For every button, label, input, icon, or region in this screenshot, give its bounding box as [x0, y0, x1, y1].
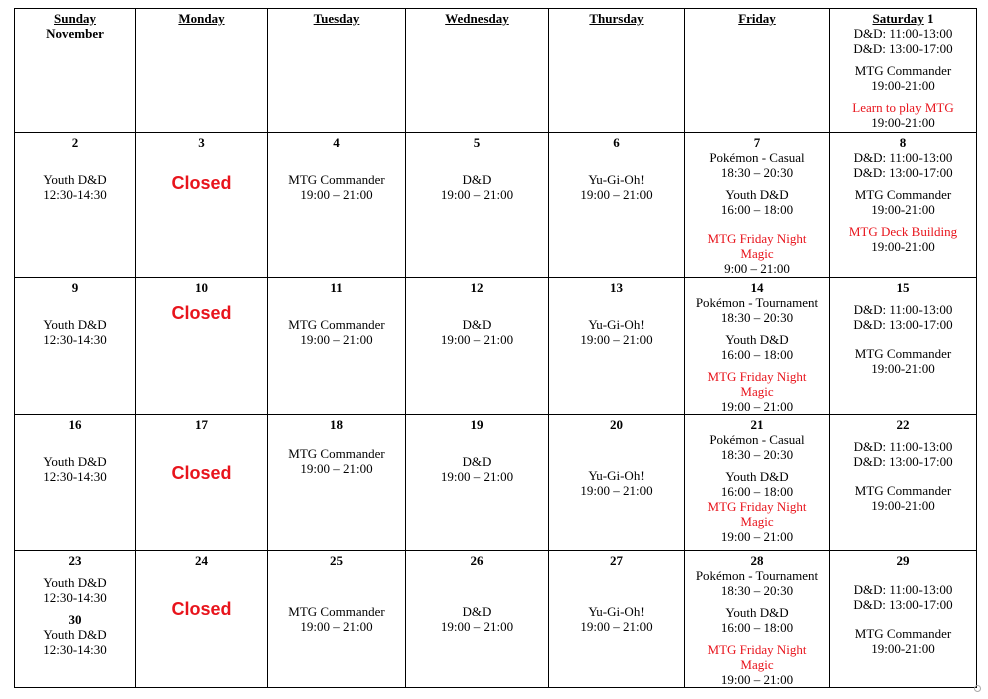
event-mtg-commander: MTG Commander [854, 483, 952, 498]
event-time: 19:00 – 21:00 [300, 187, 373, 202]
calendar-cell [406, 415, 549, 551]
event-pokemon-casual: Pokémon - Casual [709, 432, 805, 447]
cell-tuesday-header [268, 9, 406, 133]
event-mtg-commander: MTG Commander [854, 63, 952, 78]
event-time: 19:00 – 21:00 [720, 529, 794, 544]
calendar-cell [549, 415, 685, 551]
event-dnd: D&D [462, 454, 492, 469]
event-mtg-commander: MTG Commander [854, 346, 952, 361]
event-mtg-commander: MTG Commander [288, 317, 385, 332]
event-time: 18:30 – 20:30 [720, 165, 794, 180]
calendar-table [14, 8, 977, 688]
event-mtg-commander: MTG Commander [288, 172, 385, 187]
event-dnd: D&D [462, 604, 492, 619]
event-mtg-commander: MTG Commander [854, 187, 952, 202]
event-time: 19:00-21:00 [871, 115, 935, 130]
event-friday-night-magic: MTG Friday Night [707, 642, 807, 657]
calendar-cell [136, 133, 268, 278]
calendar-cell [136, 415, 268, 551]
event-youth-dnd: Youth D&D [43, 172, 107, 187]
event-yugioh: Yu-Gi-Oh! [588, 317, 645, 332]
day-number: 22 [896, 417, 910, 432]
calendar-cell [685, 415, 830, 551]
calendar-cell [268, 278, 406, 415]
calendar-cell [15, 278, 136, 415]
event-friday-night-magic: MTG Friday Night [707, 499, 807, 514]
event-time: 19:00-21:00 [871, 361, 935, 376]
event-pokemon-tournament: Pokémon - Tournament [695, 295, 819, 310]
day-header-monday: Monday [178, 11, 225, 26]
day-number: 20 [610, 417, 623, 432]
event-time: 12:30-14:30 [43, 469, 107, 484]
event-friday-night-magic: Magic [740, 657, 774, 672]
event-time: 9:00 – 21:00 [724, 261, 790, 276]
day-number: 21 [750, 417, 764, 432]
calendar-cell [406, 551, 549, 688]
day-number: 15 [896, 280, 910, 295]
day-number: 19 [470, 417, 484, 432]
calendar-week-row [15, 551, 977, 688]
calendar-cell [830, 133, 977, 278]
day-header-sunday: Sunday [54, 11, 96, 26]
event-dnd-afternoon: D&D: 13:00-17:00 [853, 317, 953, 332]
event-mtg-commander: MTG Commander [288, 446, 385, 461]
day-number: 2 [71, 135, 79, 150]
event-time: 19:00 – 21:00 [580, 483, 653, 498]
event-time: 19:00 – 21:00 [440, 619, 514, 634]
day-number: 16 [68, 417, 82, 432]
event-dnd-afternoon: D&D: 13:00-17:00 [853, 454, 953, 469]
event-time: 19:00-21:00 [871, 239, 935, 254]
event-dnd-morning: D&D: 11:00-13:00 [853, 150, 953, 165]
event-time: 12:30-14:30 [43, 642, 107, 657]
calendar-cell [15, 551, 136, 688]
calendar-cell [268, 415, 406, 551]
event-yugioh: Yu-Gi-Oh! [588, 604, 645, 619]
event-time: 12:30-14:30 [43, 590, 107, 605]
event-time: 19:00 – 21:00 [720, 672, 794, 687]
event-time: 19:00-21:00 [871, 202, 935, 217]
event-dnd-morning: D&D: 11:00-13:00 [853, 439, 953, 454]
calendar-cell [830, 551, 977, 688]
day-number: 27 [610, 553, 623, 568]
event-time: 19:00 – 21:00 [440, 469, 514, 484]
event-dnd-afternoon: D&D: 13:00-17:00 [853, 597, 953, 612]
day-number: 24 [195, 553, 208, 568]
event-dnd-afternoon: D&D: 13:00-17:00 [853, 41, 953, 56]
event-youth-dnd: Youth D&D [725, 605, 789, 620]
day-number: 30 [68, 612, 82, 627]
day-header-tuesday: Tuesday [313, 11, 360, 26]
event-time: 19:00 – 21:00 [440, 187, 514, 202]
event-time: 19:00-21:00 [871, 78, 935, 93]
page-corner-mark [974, 685, 981, 692]
month-label: November [46, 26, 104, 41]
event-youth-dnd: Youth D&D [725, 469, 789, 484]
calendar-cell [830, 415, 977, 551]
event-youth-dnd: Youth D&D [725, 187, 789, 202]
event-time: 16:00 – 18:00 [720, 484, 794, 499]
day-number: 23 [68, 553, 82, 568]
event-time: 19:00 – 21:00 [720, 399, 794, 414]
cell-saturday-1 [830, 9, 977, 133]
calendar-cell [406, 133, 549, 278]
event-time: 19:00 – 21:00 [580, 187, 653, 202]
event-dnd-afternoon: D&D: 13:00-17:00 [853, 165, 953, 180]
calendar-cell [15, 415, 136, 551]
calendar-cell [685, 278, 830, 415]
closed-label: Closed [171, 599, 232, 619]
event-dnd-morning: D&D: 11:00-13:00 [853, 26, 953, 41]
event-yugioh: Yu-Gi-Oh! [588, 468, 645, 483]
day-number: 29 [896, 553, 910, 568]
event-youth-dnd: Youth D&D [43, 454, 107, 469]
day-number: 18 [330, 417, 343, 432]
event-youth-dnd: Youth D&D [725, 332, 789, 347]
calendar-header-row [15, 9, 977, 133]
day-header-thursday: Thursday [589, 11, 644, 26]
event-dnd-morning: D&D: 11:00-13:00 [853, 302, 953, 317]
calendar-cell [268, 551, 406, 688]
event-time: 16:00 – 18:00 [720, 620, 794, 635]
calendar-cell [549, 133, 685, 278]
event-mtg-commander: MTG Commander [854, 626, 952, 641]
event-dnd: D&D [462, 317, 492, 332]
event-time: 19:00 – 21:00 [440, 332, 514, 347]
cell-thursday-header [549, 9, 685, 133]
event-mtg-commander: MTG Commander [288, 604, 385, 619]
day-number: 1 [927, 11, 934, 26]
calendar-cell [685, 133, 830, 278]
event-time: 19:00 – 21:00 [300, 461, 373, 476]
day-header-friday: Friday [738, 11, 776, 26]
day-number: 6 [613, 135, 620, 150]
calendar-week-row [15, 278, 977, 415]
event-time: 19:00-21:00 [871, 641, 935, 656]
calendar-cell [685, 551, 830, 688]
cell-friday-header [685, 9, 830, 133]
day-number: 10 [195, 280, 208, 295]
day-number: 12 [470, 280, 484, 295]
day-number: 26 [470, 553, 484, 568]
event-youth-dnd: Youth D&D [43, 627, 107, 642]
event-friday-night-magic: MTG Friday Night [707, 231, 807, 246]
event-friday-night-magic: Magic [740, 514, 774, 529]
calendar-cell [830, 278, 977, 415]
calendar-cell [136, 278, 268, 415]
event-youth-dnd: Youth D&D [43, 317, 107, 332]
day-number: 9 [71, 280, 79, 295]
calendar-cell [136, 551, 268, 688]
event-time: 12:30-14:30 [43, 332, 107, 347]
closed-label: Closed [171, 463, 232, 483]
event-friday-night-magic: MTG Friday Night [707, 369, 807, 384]
event-time: 19:00 – 21:00 [580, 619, 653, 634]
event-time: 19:00 – 21:00 [300, 619, 373, 634]
day-number: 13 [610, 280, 623, 295]
day-number: 7 [753, 135, 761, 150]
day-number: 5 [473, 135, 481, 150]
event-youth-dnd: Youth D&D [43, 575, 107, 590]
event-dnd: D&D [462, 172, 492, 187]
event-time: 16:00 – 18:00 [720, 347, 794, 362]
day-number: 14 [750, 280, 764, 295]
calendar-cell [549, 278, 685, 415]
event-time: 19:00 – 21:00 [580, 332, 653, 347]
event-pokemon-casual: Pokémon - Casual [709, 150, 805, 165]
event-dnd-morning: D&D: 11:00-13:00 [853, 582, 953, 597]
calendar-week-row [15, 415, 977, 551]
cell-monday-header [136, 9, 268, 133]
event-deck-building: MTG Deck Building [848, 224, 958, 239]
calendar-cell [549, 551, 685, 688]
calendar-cell [406, 278, 549, 415]
calendar-week-row [15, 133, 977, 278]
calendar-cell [15, 133, 136, 278]
day-number: 25 [330, 553, 343, 568]
closed-label: Closed [171, 173, 232, 193]
event-time: 12:30-14:30 [43, 187, 107, 202]
cell-wednesday-header [406, 9, 549, 133]
cell-sunday-header [15, 9, 136, 133]
event-pokemon-tournament: Pokémon - Tournament [695, 568, 819, 583]
event-time: 16:00 – 18:00 [720, 202, 794, 217]
event-friday-night-magic: Magic [740, 246, 774, 261]
day-header-wednesday: Wednesday [445, 11, 509, 26]
day-number: 11 [330, 280, 343, 295]
closed-label: Closed [171, 303, 232, 323]
event-friday-night-magic: Magic [740, 384, 774, 399]
calendar-cell [268, 133, 406, 278]
day-header-saturday: Saturday [872, 11, 924, 26]
event-learn-mtg: Learn to play MTG [852, 100, 954, 115]
event-time: 19:00 – 21:00 [300, 332, 373, 347]
event-time: 18:30 – 20:30 [720, 310, 794, 325]
day-number: 3 [198, 135, 205, 150]
day-number: 28 [750, 553, 764, 568]
event-yugioh: Yu-Gi-Oh! [588, 172, 645, 187]
day-number: 4 [333, 135, 340, 150]
day-number: 17 [195, 417, 208, 432]
event-time: 19:00-21:00 [871, 498, 935, 513]
event-time: 18:30 – 20:30 [720, 583, 794, 598]
day-number: 8 [899, 135, 907, 150]
event-time: 18:30 – 20:30 [720, 447, 794, 462]
